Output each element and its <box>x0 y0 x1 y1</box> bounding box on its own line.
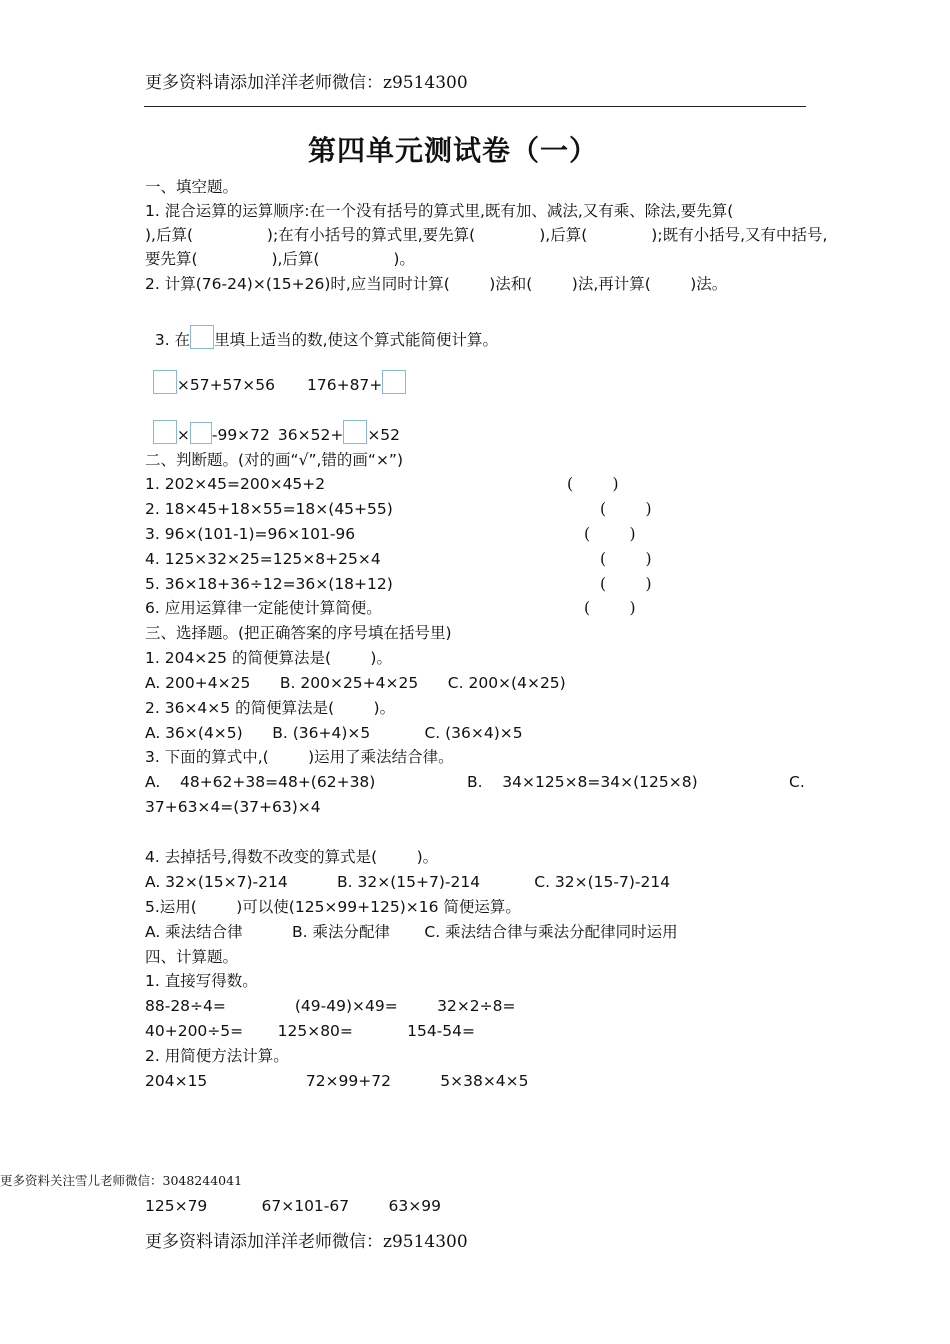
choice-options: A. 乘法结合律 B. 乘法分配律 C. 乘法结合律与乘法分配律同时运用 <box>145 923 678 941</box>
page-title: 第四单元测试卷（一） <box>308 134 599 167</box>
choice-options: A. 32×(15×7)-214 B. 32×(15+7)-214 C. 32×(15-7)-214 <box>145 873 671 891</box>
answer-box[interactable] <box>153 420 177 444</box>
expression: 176+87+ <box>307 376 383 394</box>
question-text: 1. 204×25 的简便算法是( )。 <box>145 649 392 667</box>
expression: ×57+57×56 <box>176 376 275 394</box>
expression-row <box>143 350 406 395</box>
answer-parentheses[interactable]: ( ) <box>584 525 636 543</box>
answer-box[interactable] <box>382 370 406 394</box>
side-note: 更多资料关注雪儿老师微信：3048244041 <box>0 1173 243 1188</box>
question-text: 1. 直接写得数。 <box>145 972 258 990</box>
section-heading-calculation: 四、计算题。 <box>145 948 239 966</box>
question-text: 1. 混合运算的运算顺序:在一个没有括号的算式里,既有加、减法,又有乘、除法,要先算( <box>145 202 734 220</box>
calculation-row: 88-28÷4= (49-49)×49= 32×2÷8= <box>145 997 516 1015</box>
section-heading-true-false: 二、判断题。(对的画“√”,错的画“×”) <box>145 451 404 469</box>
judgement-item: 6. 应用运算律一定能使计算简便。 <box>145 599 382 617</box>
question-text: 5.运用( )可以使(125×99+125)×16 简便运算。 <box>145 898 521 916</box>
section-heading-multiple-choice: 三、选择题。(把正确答案的序号填在括号里) <box>145 624 452 642</box>
judgement-item: 2. 18×45+18×55=18×(45+55) <box>145 500 393 518</box>
judgement-item: 1. 202×45=200×45+2 <box>145 475 326 493</box>
choice-option-c: 37+63×4=(37+63)×4 <box>145 798 321 816</box>
judgement-item: 3. 96×(101-1)=96×101-96 <box>145 525 356 543</box>
choice-options: A. 36×(4×5) B. (36+4)×5 C. (36×4)×5 <box>145 724 523 742</box>
expression: -99×72 <box>211 426 270 444</box>
answer-parentheses[interactable]: ( ) <box>600 575 652 593</box>
answer-box[interactable] <box>190 325 214 349</box>
header-rule <box>144 106 806 107</box>
answer-parentheses[interactable]: ( ) <box>600 500 652 518</box>
question-text-prefix: 3. 在 <box>154 331 191 349</box>
expression: 36×52+ <box>277 426 344 444</box>
question-text: ),后算( );在有小括号的算式里,要先算( ),后算( );既有小括号,又有中括号, <box>145 226 828 244</box>
question-text: 要先算( ),后算( )。 <box>145 250 415 268</box>
choice-option-b: B. 34×125×8=34×(125×8) <box>467 773 698 791</box>
answer-parentheses[interactable]: ( ) <box>584 599 636 617</box>
calculation-row: 40+200÷5= 125×80= 154-54= <box>145 1022 475 1040</box>
calculation-row: 125×79 67×101-67 63×99 <box>145 1197 441 1215</box>
question-text: 3. 下面的算式中,( )运用了乘法结合律。 <box>145 748 454 766</box>
question-text: 2. 计算(76-24)×(15+26)时,应当同时计算( )法和( )法,再计算( )法。 <box>145 275 728 293</box>
choice-option-a: A. 48+62+38=48+(62+38) <box>145 773 376 791</box>
choice-option-c-label: C. <box>789 773 805 791</box>
answer-box[interactable] <box>190 422 212 444</box>
question-text-suffix: 里填上适当的数,使这个算式能简便计算。 <box>214 331 499 349</box>
question-text: 4. 去掉括号,得数不改变的算式是( )。 <box>145 848 439 866</box>
judgement-item: 4. 125×32×25=125×8+25×4 <box>145 550 381 568</box>
answer-box[interactable] <box>153 370 177 394</box>
question-text: 2. 用简便方法计算。 <box>145 1047 289 1065</box>
expression-row <box>143 400 400 445</box>
answer-parentheses[interactable]: ( ) <box>567 475 619 493</box>
section-heading-fill-blanks: 一、填空题。 <box>145 178 239 196</box>
answer-box[interactable] <box>343 420 367 444</box>
expression: ×52 <box>367 426 401 444</box>
header-note: 更多资料请添加洋洋老师微信：z9514300 <box>145 73 468 93</box>
calculation-row: 204×15 72×99+72 5×38×4×5 <box>145 1072 529 1090</box>
choice-options: A. 200+4×25 B. 200×25+4×25 C. 200×(4×25) <box>145 674 566 692</box>
footer-note: 更多资料请添加洋洋老师微信：z9514300 <box>145 1232 468 1252</box>
judgement-item: 5. 36×18+36÷12=36×(18+12) <box>145 575 393 593</box>
question-text: 2. 36×4×5 的简便算法是( )。 <box>145 699 396 717</box>
answer-parentheses[interactable]: ( ) <box>600 550 652 568</box>
question-text <box>145 305 498 350</box>
expression: × <box>176 426 190 444</box>
